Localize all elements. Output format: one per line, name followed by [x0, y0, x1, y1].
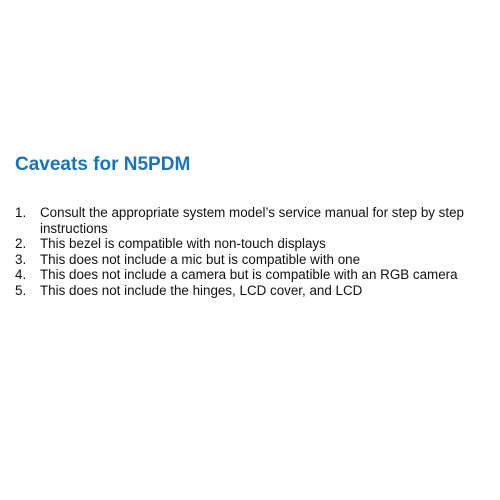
- list-item-text: This does not include the hinges, LCD cover, and LCD: [40, 282, 363, 298]
- list-item: [15, 236, 495, 252]
- list-item-text: This does not include a mic but is compatible with one: [40, 251, 361, 267]
- list-item-number: 1.: [15, 205, 27, 220]
- list-item-number: 4.: [15, 267, 27, 282]
- list-item-text: This bezel is compatible with non-touch displays: [40, 236, 326, 251]
- list-item: [15, 205, 495, 236]
- list-item-text: This does not include a camera but is compatible with an RGB camera: [40, 267, 458, 282]
- list-item: [15, 252, 495, 268]
- list-item-number: 3.: [15, 251, 27, 267]
- list-item: [15, 283, 495, 299]
- page-title: Caveats for N5PDM: [15, 154, 191, 175]
- list-item: [15, 267, 495, 283]
- caveats-list: [15, 205, 495, 298]
- list-item-number: 2.: [15, 236, 27, 251]
- list-item-text: Consult the appropriate system model’s service manual for step by step instructions: [40, 205, 464, 236]
- list-item-number: 5.: [15, 282, 27, 298]
